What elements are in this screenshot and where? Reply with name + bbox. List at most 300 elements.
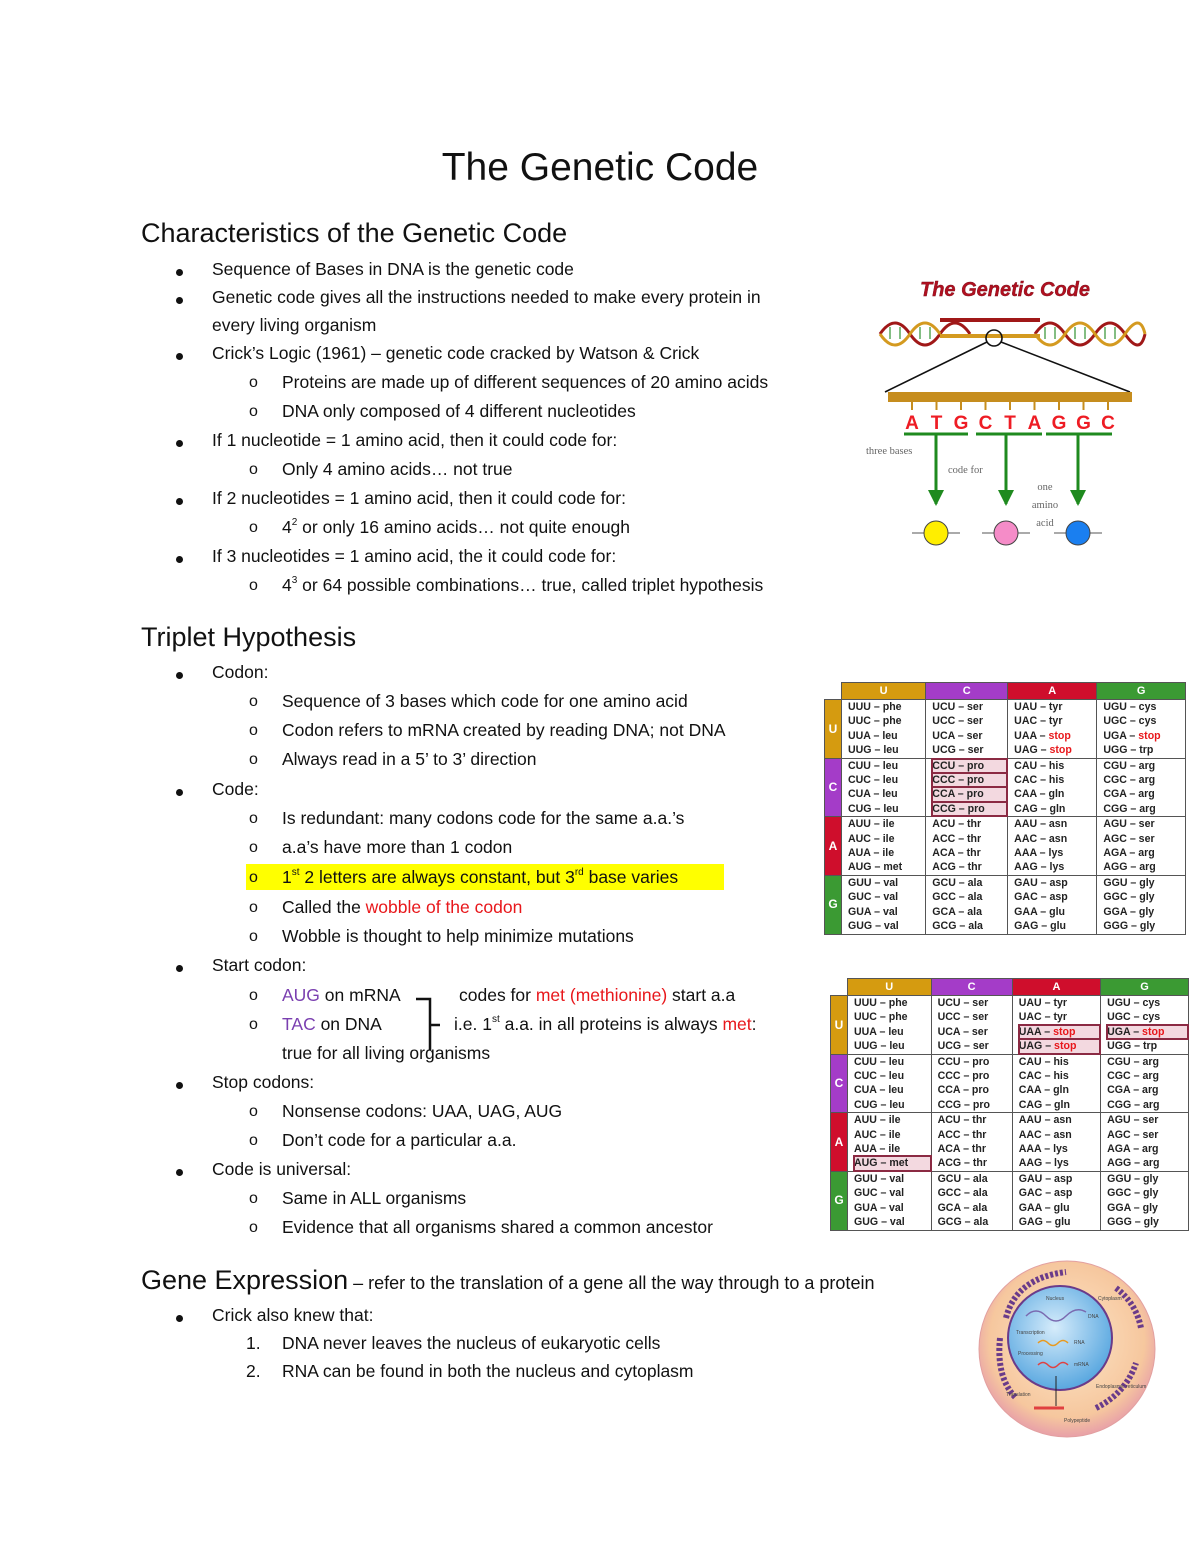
codon-entry: GCC – ala (937, 1187, 988, 1200)
text: Called the (282, 897, 366, 917)
codon-entry: CAA – gln (1014, 788, 1065, 801)
codon-entry: AGA – arg (1107, 1143, 1159, 1156)
codon-entry: AUG – met (848, 861, 903, 874)
codon-entry: UUG – leu (848, 744, 899, 757)
sub-bullet: o (249, 693, 258, 710)
amino-acid: leu (882, 788, 898, 801)
codon-entry: CGU – arg (1103, 759, 1156, 772)
text: 4 (282, 575, 292, 595)
amino-acid: pro (967, 759, 985, 772)
heading-triplet-hypothesis: Triplet Hypothesis (141, 622, 357, 652)
codon-entry: UGU – cys (1103, 701, 1157, 713)
table-row (831, 996, 1189, 1055)
amino-acid: leu (883, 802, 899, 815)
amino-acid: asn (1053, 1114, 1072, 1127)
sub-bullet: o (249, 461, 258, 478)
bullet (176, 1169, 183, 1176)
text-line: Start codon: (212, 955, 307, 975)
codon-entry: GUC – val (854, 1187, 905, 1200)
amino-acid: ala (968, 920, 983, 933)
arrowhead-icon (928, 490, 1086, 506)
amino-acid: gly (1142, 1201, 1158, 1214)
codon-entry: AAA – lys (1018, 1143, 1068, 1156)
amino-acid: arg (1143, 1157, 1160, 1170)
amino-acid: gly (1138, 905, 1155, 918)
codon-entry: UUA – leu (854, 1025, 904, 1038)
amino-acid: arg (1138, 759, 1156, 772)
codon-entry: UUC – phe (848, 715, 902, 728)
table-cell (1008, 758, 1097, 817)
list-number: 2. (246, 1361, 261, 1381)
amino-acid: his (1053, 1055, 1069, 1068)
table-cell (842, 817, 926, 876)
codon-entry: CAG – gln (1018, 1098, 1070, 1111)
codon-entry: CCA – pro (932, 787, 1007, 801)
amino-acid: ile (882, 847, 895, 860)
text-line: every living organism (212, 315, 377, 335)
amino-acid: lys (1053, 1143, 1068, 1156)
row-header-A: A (831, 1113, 848, 1172)
amino-acid: phe (882, 715, 902, 728)
base-letter: C (1101, 413, 1115, 434)
amino-acid: stop (1142, 1025, 1165, 1038)
codon-entry: GAG – glu (1018, 1216, 1071, 1229)
amino-acid-circle-pink (994, 521, 1018, 545)
text-line: Codon: (212, 662, 269, 682)
table-cell (926, 817, 1008, 876)
table-row (831, 1113, 1189, 1172)
amino-acid: arg (1138, 788, 1155, 801)
amino-acid: ala (967, 905, 982, 918)
codon-table-1 (824, 682, 1186, 935)
text: 1 (282, 867, 292, 887)
codon-entry: CAU – his (1014, 759, 1065, 772)
sub-bullet: o (249, 1016, 258, 1033)
codon-entry: UGU – cys (1107, 997, 1161, 1009)
bullet (176, 353, 183, 360)
codon-entry: UUU – phe (848, 701, 902, 713)
codon-entry: GAA – glu (1014, 905, 1065, 918)
amino-acid: cys (1142, 997, 1161, 1009)
amino-acid: cys (1142, 1011, 1161, 1024)
codon-entry: UAU – tyr (1018, 997, 1067, 1009)
codon-entry: AGC – ser (1107, 1128, 1159, 1141)
text-line: DNA only composed of 4 different nucleotides (282, 401, 636, 421)
amino-acid: met (889, 1157, 909, 1170)
amino-acid: stop (1138, 729, 1161, 742)
label-three-bases: three bases (866, 446, 913, 457)
amino-acid: pro (967, 774, 985, 787)
table-cell (842, 700, 926, 759)
sub-bullet: o (249, 722, 258, 739)
codon-entry: CUG – leu (848, 802, 899, 815)
base-letter: C (978, 413, 993, 434)
amino-acid: tyr (1053, 997, 1067, 1009)
amino-acid: gln (1049, 802, 1066, 815)
codon-entry: CCA – pro (937, 1084, 989, 1097)
table-cell (931, 1054, 1012, 1113)
bracket-icon (410, 990, 450, 1060)
codon-entry: GCU – ala (937, 1172, 988, 1185)
table-cell (1097, 875, 1186, 934)
amino-acid: leu (883, 744, 899, 757)
text: on mRNA (319, 985, 401, 1005)
amino-acid: gly (1143, 1216, 1159, 1229)
table-cell (931, 1113, 1012, 1172)
column-header-U: U (842, 683, 926, 700)
text: start a.a (667, 985, 736, 1005)
exponent: 3 (291, 575, 298, 586)
text: or only 16 amino acids… not quite enough (297, 517, 631, 537)
codon-aug: AUG (282, 985, 320, 1005)
row-header-A: A (825, 817, 842, 876)
codon-entry: CUU – leu (848, 759, 899, 772)
label-er: Endoplasmic reticulum (1096, 1384, 1147, 1390)
codon-entry: CAC – his (1014, 774, 1065, 787)
amino-acid: ser (972, 997, 989, 1009)
codon-entry: AUU – ile (854, 1114, 901, 1127)
table-cell (842, 758, 926, 817)
amino-acid: val (883, 920, 899, 933)
heading-gene-expression (141, 1265, 874, 1296)
amino-acid: gly (1139, 891, 1155, 904)
text: on DNA (315, 1014, 382, 1034)
text-line (454, 1014, 757, 1035)
codon-entry: GUU – val (854, 1172, 905, 1185)
heading-subtitle: – refer to the translation of a gene all the way through to a protein (348, 1273, 875, 1293)
label-polypeptide: Polypeptide (1064, 1418, 1091, 1424)
codon-entry: CGU – arg (1107, 1055, 1159, 1068)
amino-acid: pro (971, 1084, 989, 1097)
codon-tac: TAC (282, 1014, 316, 1034)
amino-acid: stop (1048, 729, 1071, 742)
codon-entry: GGU – gly (1107, 1172, 1159, 1185)
heading-text: Gene Expression (141, 1265, 349, 1295)
label-dna: DNA (1088, 1314, 1099, 1320)
amino-acid: lys (1054, 1157, 1069, 1170)
amino-acid: ala (972, 1187, 988, 1200)
codon-entry: CCU – pro (932, 759, 1007, 773)
codon-entry: UCA – ser (937, 1025, 988, 1038)
amino-acid: val (889, 1172, 905, 1185)
amino-acid: leu (889, 1040, 905, 1053)
row-header-U: U (825, 700, 842, 759)
sub-bullet: o (249, 810, 258, 827)
amino-acid: asp (1049, 891, 1068, 904)
amino-acid: leu (888, 1084, 904, 1097)
column-header-G: G (1101, 979, 1189, 996)
codon-entry: UCU – ser (937, 997, 989, 1009)
codon-entry: CUU – leu (854, 1055, 905, 1068)
amino-acid: his (1048, 759, 1065, 772)
base-letter: G (1051, 413, 1067, 434)
codon-entry: CUC – leu (848, 774, 899, 787)
text: base varies (583, 867, 679, 887)
amino-acid: val (889, 1187, 905, 1200)
table-cell (1008, 700, 1097, 759)
table-cell (926, 875, 1008, 934)
codon-entry: ACG – thr (937, 1157, 988, 1170)
codon-entry: AGG – arg (1107, 1157, 1160, 1170)
amino-acid: tyr (1048, 701, 1063, 713)
codon-entry: AUC – ile (848, 832, 895, 845)
amino-acid: thr (967, 861, 982, 874)
codon-entry: AGA – arg (1103, 847, 1155, 860)
table-cell (1008, 875, 1097, 934)
text-line (282, 517, 630, 538)
amino-acid: thr (967, 818, 982, 831)
superscript: st (491, 1014, 500, 1025)
amino-acid: ile (888, 1128, 901, 1141)
base-letter: A (905, 413, 919, 434)
bullet (176, 672, 183, 679)
amino-acid: arg (1143, 1098, 1160, 1111)
bullet (176, 556, 183, 563)
amino-acid: glu (1049, 905, 1065, 918)
codon-entry: AGG – arg (1103, 861, 1156, 874)
label-processing: Processing (1018, 1351, 1043, 1357)
genetic-code-figure (860, 272, 1150, 557)
amino-acid: phe (888, 1011, 908, 1024)
codon-entry: GGG – gly (1107, 1216, 1159, 1229)
codon-entry: GGA – gly (1107, 1201, 1158, 1214)
column-header-C: C (931, 979, 1012, 996)
amino-acid: his (1053, 1070, 1069, 1083)
amino-acid: ser (1138, 818, 1155, 831)
amino-acid: cys (1138, 701, 1157, 713)
amino-acid: arg (1138, 847, 1155, 860)
sub-bullet: o (249, 1190, 258, 1207)
row-header-C: C (825, 758, 842, 817)
table-cell (848, 996, 932, 1055)
codon-entry: ACG – thr (932, 861, 982, 874)
text-line (459, 985, 735, 1006)
sub-bullet: o (249, 519, 258, 536)
amino-acid: gly (1139, 876, 1155, 889)
text-line: Sequence of Bases in DNA is the genetic code (212, 259, 574, 279)
codon-entry: GUA – val (848, 905, 898, 918)
text-line: true for all living organisms (282, 1043, 491, 1063)
row-header-C: C (831, 1054, 848, 1113)
amino-acid: ser (967, 715, 983, 728)
amino-acid: arg (1142, 1070, 1159, 1083)
codon-entry: CCG – pro (937, 1098, 990, 1111)
text: i.e. 1 (454, 1014, 492, 1034)
codon-entry: AUU – ile (848, 818, 895, 831)
table-cell (1008, 817, 1097, 876)
amino-acid: stop (1049, 744, 1072, 757)
table-cell (1101, 1113, 1189, 1172)
table-cell (1097, 700, 1186, 759)
text-line (282, 897, 522, 918)
row-header-G: G (825, 875, 842, 934)
amino-acid: phe (888, 997, 908, 1009)
text-line: Genetic code gives all the instructions needed to make every protein in (212, 287, 761, 307)
table-row (831, 1171, 1189, 1230)
codon-entry: GGG – gly (1103, 920, 1156, 933)
codon-entry: UCG – ser (932, 744, 984, 757)
amino-acid: thr (966, 847, 981, 860)
codon-entry: UAA – stop (1014, 729, 1071, 742)
amino-acid: thr (972, 1157, 988, 1170)
table-cell (1097, 758, 1186, 817)
amino-acid: stop (1053, 1025, 1076, 1038)
base-letter: T (1004, 413, 1016, 434)
codon-entry: CCG – pro (932, 802, 1007, 816)
amino-acid: asp (1049, 876, 1068, 889)
sub-bullet: o (249, 899, 258, 916)
codon-entry: CGG – arg (1107, 1098, 1160, 1111)
codon-entry: AAA – lys (1014, 847, 1064, 860)
table-row (825, 700, 1186, 759)
sub-bullet: o (249, 987, 258, 1004)
bullet (176, 498, 183, 505)
text: 2 letters are always constant, but 3 (299, 867, 575, 887)
text-line: If 3 nucleotides = 1 amino acid, the it could code for: (212, 546, 617, 566)
codon-entry: GUU – val (848, 876, 899, 889)
text-line: Only 4 amino acids… not true (282, 459, 513, 479)
amino-acid: cys (1138, 715, 1157, 728)
column-header-A: A (1012, 979, 1100, 996)
table-row (825, 758, 1186, 817)
codon-entry: ACA – thr (932, 847, 981, 860)
codon-entry: AUG – met (854, 1156, 931, 1170)
column-header-U: U (848, 979, 932, 996)
codon-entry: ACC – thr (932, 832, 982, 845)
amino-acid: thr (972, 1114, 987, 1127)
codon-entry: AAG – lys (1014, 861, 1065, 874)
label-cytoplasm: Cytoplasm (1098, 1296, 1122, 1302)
amino-acid: leu (882, 759, 899, 772)
codon-entry: AGC – ser (1103, 832, 1155, 845)
amino-acid: ala (973, 1216, 989, 1229)
amino-acid: leu (889, 1098, 905, 1111)
codon-entry: CUC – leu (854, 1070, 905, 1083)
amino-acid: trp (1139, 744, 1154, 757)
codon-entry: AAU – asn (1014, 818, 1068, 831)
text-line: Code is universal: (212, 1159, 352, 1179)
codon-entry: UAC – tyr (1014, 715, 1063, 728)
table-header-row (831, 979, 1189, 996)
table-cell (1101, 1054, 1189, 1113)
codon-entry: GUG – val (854, 1216, 905, 1229)
figure-title: The Genetic Code (919, 279, 1091, 301)
text-line (282, 575, 763, 596)
amino-acid: pro (966, 788, 984, 801)
codon-entry: AAG – lys (1018, 1157, 1069, 1170)
codon-entry: GCG – ala (937, 1216, 989, 1229)
text-line: Nonsense codons: UAA, UAG, AUG (282, 1101, 563, 1121)
codon-entry: GGC – gly (1107, 1187, 1159, 1200)
dna-strand-bar (888, 392, 1132, 402)
amino-acid: gln (1054, 1098, 1070, 1111)
codon-entry: CGG – arg (1103, 802, 1156, 815)
amino-acid: pro (972, 1070, 990, 1083)
sub-bullet: o (249, 1103, 258, 1120)
amino-acid: gly (1143, 1172, 1159, 1185)
amino-acid: ser (1138, 832, 1155, 845)
codon-entry: UGA – stop (1107, 1025, 1188, 1039)
sub-bullet: o (249, 869, 258, 886)
amino-acid: gly (1143, 1187, 1159, 1200)
amino-acid: arg (1142, 1055, 1159, 1068)
label-mrna: mRNA (1074, 1362, 1089, 1368)
amino-acid: met (883, 861, 903, 874)
amino-acid: val (883, 876, 899, 889)
codon-entry: CAG – gln (1014, 802, 1066, 815)
amino-acid: tyr (1048, 715, 1063, 728)
amino-acid-circle-yellow (924, 521, 948, 545)
codon-entry: UAG – stop (1014, 744, 1072, 757)
codon-entry: UUU – phe (854, 997, 908, 1009)
amino-acid: pro (972, 1055, 990, 1068)
amino-acid: ala (972, 1172, 988, 1185)
label-one: one (1037, 482, 1053, 493)
amino-acid: ser (1142, 1114, 1159, 1127)
sub-bullet: o (249, 839, 258, 856)
amino-acid: ser (967, 701, 983, 713)
base-letter: G (1076, 413, 1091, 434)
amino-acid: leu (882, 729, 898, 742)
codon-entry: AGU – ser (1107, 1114, 1159, 1127)
amino-acid: gly (1139, 920, 1156, 933)
amino-acid: lys (1048, 847, 1064, 860)
text: codes for (459, 985, 536, 1005)
corner (831, 979, 848, 996)
codon-entry: CCC – pro (937, 1070, 990, 1083)
base-letter: A (1027, 413, 1042, 434)
codon-entry: UGA – stop (1103, 729, 1161, 742)
text-line: Crick also knew that: (212, 1305, 374, 1325)
page-title: The Genetic Code (441, 146, 759, 189)
label-nucleus: Nucleus (1046, 1296, 1065, 1302)
met-term: met (methionine) (535, 985, 668, 1005)
codon-entry: GAU – asp (1018, 1172, 1073, 1185)
amino-acid: gln (1048, 788, 1065, 801)
superscript: rd (574, 867, 584, 878)
amino-acid: ala (967, 876, 983, 889)
amino-acid: pro (967, 802, 985, 815)
text-line: Same in ALL organisms (282, 1188, 467, 1208)
table-cell (848, 1113, 932, 1172)
codon-entry: UGC – cys (1107, 1011, 1161, 1024)
amino-acid: ser (1142, 1128, 1159, 1141)
text-line: RNA can be found in both the nucleus and cytoplasm (282, 1361, 694, 1381)
codon-entry: GCA – ala (937, 1201, 988, 1214)
amino-acid: val (889, 1216, 905, 1229)
codon-entry: AAC – asn (1018, 1128, 1072, 1141)
table-cell (1012, 1054, 1100, 1113)
codon-entry: GGC – gly (1103, 891, 1155, 904)
codon-entry: UGG – trp (1107, 1040, 1158, 1053)
bullet (176, 965, 183, 972)
table-cell (1101, 1171, 1189, 1230)
codon-entry: ACU – thr (932, 818, 982, 831)
bullet (176, 297, 183, 304)
codon-entry: GCA – ala (932, 905, 982, 918)
met-term: met (722, 1014, 752, 1034)
amino-acid: glu (1054, 1216, 1071, 1229)
amino-acid: gln (1053, 1084, 1069, 1097)
amino-acid: ala (967, 891, 983, 904)
codon-entry: UUG – leu (854, 1040, 905, 1053)
table-cell (1012, 1171, 1100, 1230)
amino-acid: trp (1143, 1040, 1158, 1053)
codon-entry: UCA – ser (932, 729, 983, 742)
text-line: Stop codons: (212, 1072, 315, 1092)
amino-acid: val (888, 1201, 904, 1214)
amino-acid: val (883, 891, 899, 904)
